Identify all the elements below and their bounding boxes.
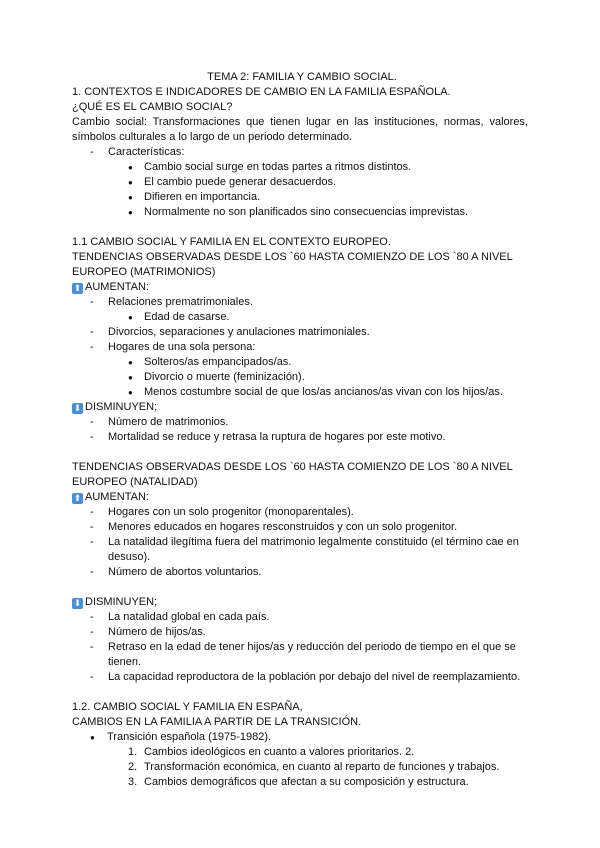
list-item: - Número de abortos voluntarios. — [72, 565, 528, 580]
sub-list-item: ● Divorcio o muerte (feminización). — [72, 370, 528, 385]
trend-2-title-a: TENDENCIAS OBSERVADAS DESDE LOS `60 HASTA COMIENZO DE LOS `80 A NIVEL — [72, 461, 513, 473]
list-item: - Hogares de una sola persona: — [72, 340, 528, 355]
cambio-social-definition: Cambio social: Transformaciones que tienen lugar en las instituciones, normas, valores, símbolos culturales a lo largo de un periodo determinado. — [72, 116, 528, 143]
trend-1-title-a: TENDENCIAS OBSERVADAS DESDE LOS `60 HASTA COMIENZO DE LOS `80 A NIVEL — [72, 251, 513, 263]
arrow-up-icon: ⬆ — [73, 283, 82, 293]
list-item: - Número de hijos/as. — [72, 625, 528, 640]
trend-2-title-b: EUROPEO (NATALIDAD) — [72, 476, 198, 488]
numbered-item — [72, 775, 528, 790]
arrow-down-icon: ⬇ — [73, 598, 82, 608]
disminuyen-label: DISMINUYEN; — [85, 401, 158, 413]
document-page — [72, 70, 528, 790]
list-item: - Relaciones prematrimoniales. — [72, 295, 528, 310]
aumentan-label: AUMENTAN: — [85, 491, 149, 503]
list-item: - Hogares con un solo progenitor (monoparentales). — [72, 505, 528, 520]
section-1-question: ¿QUÉ ES EL CAMBIO SOCIAL? — [72, 101, 233, 113]
feature-item: ● Difieren en importancia. — [72, 190, 528, 205]
list-item: - Menores educados en hogares resconstruidos y con un solo progenitor. — [72, 520, 528, 535]
feature-item: ● El cambio puede generar desacuerdos. — [72, 175, 528, 190]
aumentan-label: AUMENTAN: — [85, 281, 149, 293]
list-item: - La capacidad reproductora de la población por debajo del nivel de reemplazamiento. — [72, 670, 528, 685]
numbered-item — [72, 745, 528, 760]
aumentan-heading — [72, 490, 528, 505]
section-1-1-heading: 1.1 CAMBIO SOCIAL Y FAMILIA EN EL CONTEXTO EUROPEO. — [72, 236, 391, 248]
list-item: - Divorcios, separaciones y anulaciones matrimoniales. — [72, 325, 528, 340]
list-item: - Número de matrimonios. — [72, 415, 528, 430]
item-text: Cambios ideológicos en cuanto a valores prioritarios. 2. — [144, 746, 415, 758]
list-item: - La natalidad ilegítima fuera del matrimonio legalmente constituido (el término cae en desuso). — [72, 535, 528, 565]
sub-list-item: ● Menos costumbre social de que los/as ancianos/as vivan con los hijos/as. — [72, 385, 528, 400]
sub-list-item: ● Edad de casarse. — [72, 310, 528, 325]
section-1-heading: 1. CONTEXTOS E INDICADORES DE CAMBIO EN LA FAMILIA ESPAÑOLA. — [72, 86, 451, 98]
arrow-down-icon: ⬇ — [73, 403, 82, 413]
disminuyen-heading — [72, 595, 528, 610]
features-label: - Características: — [72, 145, 528, 160]
section-1-2-subheading: CAMBIOS EN LA FAMILIA A PARTIR DE LA TRANSICIÓN. — [72, 716, 362, 728]
spacer — [72, 445, 528, 460]
item-number: 1. — [128, 746, 138, 758]
spacer — [72, 220, 528, 235]
section-1-2-heading: 1.2. CAMBIO SOCIAL Y FAMILIA EN ESPAÑA, — [72, 701, 303, 713]
numbered-item — [72, 760, 528, 775]
trend-1-title-b: EUROPEO (MATRIMONIOS) — [72, 266, 216, 278]
spacer — [72, 685, 528, 700]
list-item: - La natalidad global en cada país. — [72, 610, 528, 625]
aumentan-heading — [72, 280, 528, 295]
item-number: 2. — [128, 761, 138, 773]
item-text: Cambios demográficos que afectan a su composición y estructura. — [144, 776, 469, 788]
list-item: - Retraso en la edad de tener hijos/as y reducción del periodo de tiempo en el que se tienen. — [72, 640, 528, 670]
transition-bullet: ● Transición española (1975-1982). — [72, 730, 528, 745]
sub-list-item: ● Solteros/as empancipados/as. — [72, 355, 528, 370]
list-item: - Mortalidad se reduce y retrasa la ruptura de hogares por este motivo. — [72, 430, 528, 445]
disminuyen-heading — [72, 400, 528, 415]
item-number: 3. — [128, 776, 138, 788]
feature-item: ● Normalmente no son planificados sino consecuencias imprevistas. — [72, 205, 528, 220]
arrow-up-icon: ⬆ — [73, 493, 82, 503]
spacer — [72, 580, 528, 595]
document-title: TEMA 2: FAMILIA Y CAMBIO SOCIAL. — [207, 71, 397, 83]
item-text: Transformación económica, en cuanto al reparto de funciones y trabajos. — [144, 761, 500, 773]
feature-item: ● Cambio social surge en todas partes a ritmos distintos. — [72, 160, 528, 175]
disminuyen-label: DISMINUYEN; — [85, 596, 158, 608]
